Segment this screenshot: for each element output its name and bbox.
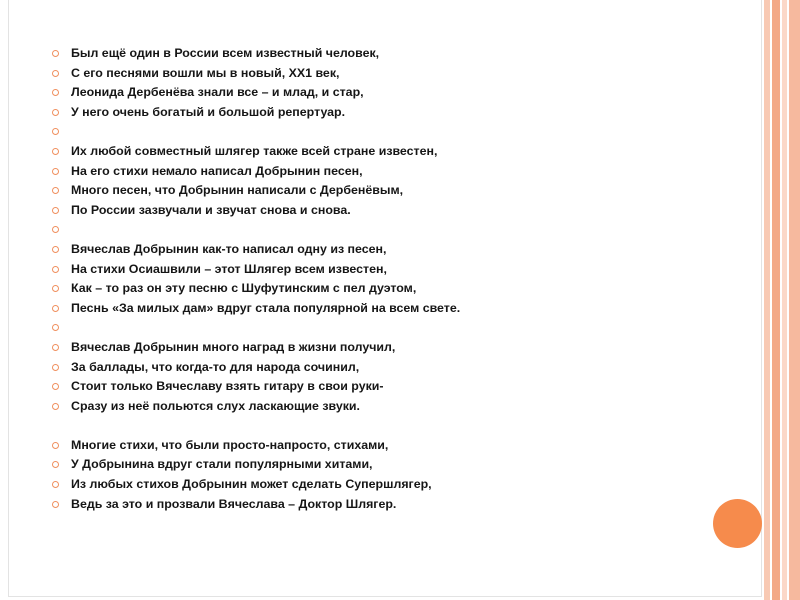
bullet-icon xyxy=(52,246,59,253)
poem-line-text: У него очень богатый и большой репертуар. xyxy=(71,104,346,119)
poem-line xyxy=(52,162,752,182)
poem-line-text: Многие стихи, что были просто-напросто, стихами, xyxy=(71,437,389,452)
poem-line xyxy=(52,260,752,280)
poem-line xyxy=(52,475,752,495)
bullet-icon xyxy=(52,403,59,410)
poem-line xyxy=(52,495,752,515)
bullet-icon xyxy=(52,148,59,155)
bullet-icon xyxy=(52,364,59,371)
poem-line xyxy=(52,299,752,319)
decor-stripe xyxy=(772,0,780,600)
poem-line-text: Леонида Дербенёва знали все – и млад, и стар, xyxy=(71,85,364,100)
poem-line-text: За баллады, что когда-то для народа сочинил, xyxy=(71,359,360,374)
poem-line xyxy=(52,318,752,338)
bullet-icon xyxy=(52,324,59,331)
poem-line-text: Был ещё один в России всем известный человек, xyxy=(71,46,380,60)
bullet-icon xyxy=(52,266,59,273)
bullet-icon xyxy=(52,109,59,116)
bullet-icon xyxy=(52,285,59,292)
poem-line xyxy=(52,455,752,475)
bullet-icon xyxy=(52,50,59,57)
poem-line-text: Ведь за это и прозвали Вячеслава – Доктор Шлягер. xyxy=(71,496,397,511)
bullet-icon xyxy=(52,305,59,312)
bullet-icon xyxy=(52,501,59,508)
poem-line xyxy=(52,338,752,358)
poem-line-text: Много песен, что Добрынин написали с Дербенёвым, xyxy=(71,183,404,198)
bullet-icon xyxy=(52,383,59,390)
poem-line-text: По России зазвучали и звучат снова и снова. xyxy=(71,202,351,217)
poem-line-text: С его песнями вошли мы в новый, ХХ1 век, xyxy=(71,65,340,80)
poem-line xyxy=(52,220,752,240)
poem-text xyxy=(52,44,752,514)
poem-line xyxy=(52,181,752,201)
poem-line-text: Вячеслав Добрынин много наград в жизни получил, xyxy=(71,339,396,354)
poem-line xyxy=(52,122,752,142)
bullet-icon xyxy=(52,187,59,194)
poem-line xyxy=(52,201,752,221)
bullet-icon xyxy=(52,128,59,135)
poem-line-text: Из любых стихов Добрынин может сделать Супершлягер, xyxy=(71,477,432,492)
poem-line xyxy=(52,358,752,378)
poem-line-text: Стоит только Вячеславу взять гитару в свои руки- xyxy=(71,379,384,394)
decor-stripe xyxy=(782,0,787,600)
bullet-icon xyxy=(52,481,59,488)
poem-line xyxy=(52,142,752,162)
poem-line-text: На стихи Осиашвили – этот Шлягер всем известен, xyxy=(71,261,387,276)
poem-line xyxy=(52,279,752,299)
bullet-icon xyxy=(52,461,59,468)
decor-stripe xyxy=(789,0,800,600)
poem-line xyxy=(52,377,752,397)
poem-line-text: Вячеслав Добрынин как-то написал одну из песен, xyxy=(71,241,387,256)
poem-line xyxy=(52,436,752,456)
poem-line xyxy=(52,83,752,103)
poem-line xyxy=(52,64,752,84)
bullet-icon xyxy=(52,168,59,175)
poem-line-text: Песнь «За милых дам» вдруг стала популярной на всем свете. xyxy=(71,300,461,315)
bullet-icon xyxy=(52,89,59,96)
bullet-icon xyxy=(52,207,59,214)
poem-line xyxy=(52,416,752,436)
poem-line-text: На его стихи немало написал Добрынин песен, xyxy=(71,163,363,178)
bullet-icon xyxy=(52,70,59,77)
poem-line xyxy=(52,44,752,64)
poem-line-text: Их любой совместный шлягер также всей стране известен, xyxy=(71,143,438,158)
bullet-icon xyxy=(52,226,59,233)
decor-stripe xyxy=(764,0,770,600)
poem-line-text: У Добрынина вдруг стали популярными хитами, xyxy=(71,457,373,472)
poem-line-text: Сразу из неё польются слух ласкающие звуки. xyxy=(71,398,360,413)
poem-line xyxy=(52,240,752,260)
poem-line xyxy=(52,103,752,123)
bullet-icon xyxy=(52,442,59,449)
poem-line xyxy=(52,397,752,417)
bullet-icon xyxy=(52,344,59,351)
poem-line-text: Как – то раз он эту песню с Шуфутинским с пел дуэтом, xyxy=(71,281,417,296)
